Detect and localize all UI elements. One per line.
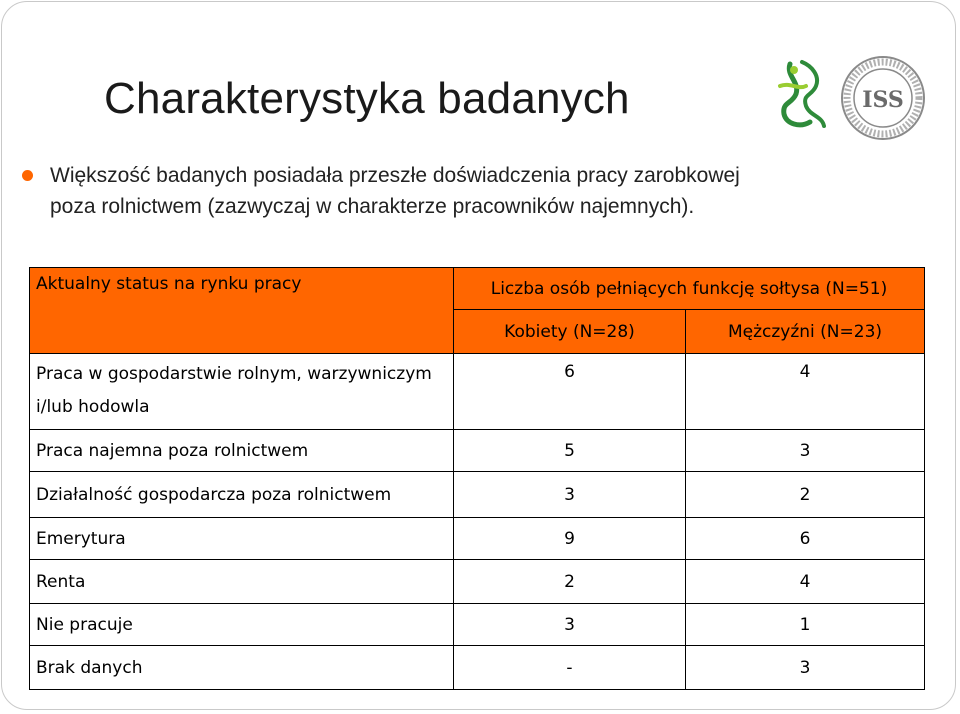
table-row [30, 472, 925, 518]
bullet-point [22, 160, 762, 222]
labor-status-table [29, 267, 925, 690]
table-row [30, 646, 925, 690]
row-women-value: 9 [454, 518, 686, 560]
row-label: Renta [30, 560, 454, 604]
row-label: Emerytura [30, 518, 454, 560]
header-status-label: Aktualny status na rynku pracy [30, 268, 454, 354]
row-women-value: 6 [454, 354, 686, 430]
svg-text:ISS: ISS [862, 87, 904, 113]
row-men-value: 3 [686, 430, 925, 472]
header-men: Mężczyźni (N=23) [686, 310, 925, 354]
row-men-value: 4 [686, 354, 925, 430]
organization-logo [776, 56, 832, 134]
row-women-value: 3 [454, 472, 686, 518]
row-women-value: 3 [454, 604, 686, 646]
table-row [30, 604, 925, 646]
row-label: Brak danych [30, 646, 454, 690]
table-row [30, 430, 925, 472]
row-women-value: 5 [454, 430, 686, 472]
row-label: Nie pracuje [30, 604, 454, 646]
header-group-label: Liczba osób pełniących funkcję sołtysa (N=51) [454, 268, 925, 310]
row-men-value: 4 [686, 560, 925, 604]
iss-seal-logo [840, 55, 926, 141]
bullet-text: Większość badanych posiadała przeszłe doświadczenia pracy zarobkowej poza rolnictwem (zazwyczaj w charakterze pracowników najemnych). [50, 164, 740, 218]
row-label: Praca w gospodarstwie rolnym, warzywniczym i/lub hodowla [30, 354, 454, 430]
table-row [30, 560, 925, 604]
row-women-value: 2 [454, 560, 686, 604]
bullet-dot-icon [22, 170, 33, 181]
table-header-row [30, 268, 925, 310]
row-label: Działalność gospodarcza poza rolnictwem [30, 472, 454, 518]
row-label: Praca najemna poza rolnictwem [30, 430, 454, 472]
row-women-value: - [454, 646, 686, 690]
row-men-value: 3 [686, 646, 925, 690]
slide-title: Charakterystyka badanych [104, 74, 630, 123]
header-women: Kobiety (N=28) [454, 310, 686, 354]
row-men-value: 2 [686, 472, 925, 518]
table-row [30, 354, 925, 430]
row-men-value: 1 [686, 604, 925, 646]
row-men-value: 6 [686, 518, 925, 560]
table-row [30, 518, 925, 560]
